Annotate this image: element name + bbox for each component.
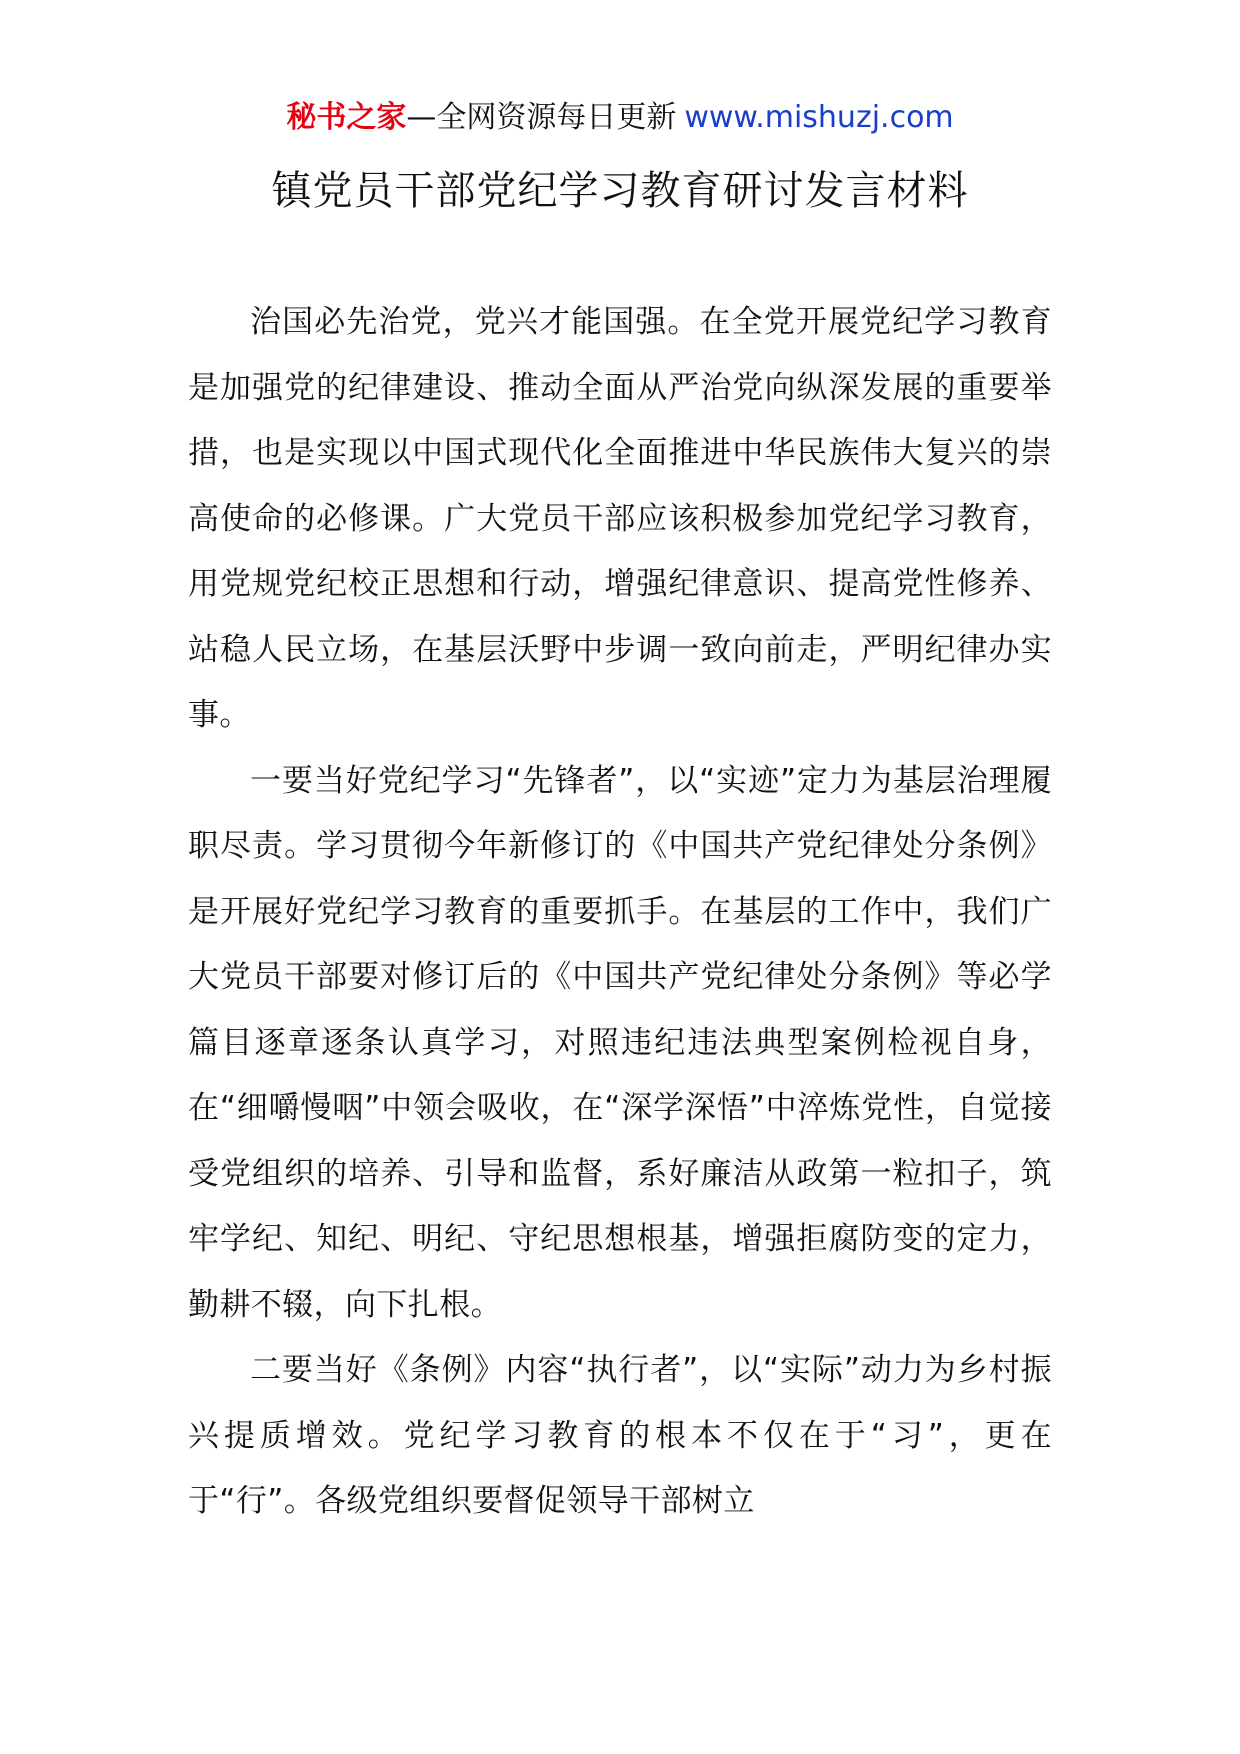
banner-dash: — <box>406 100 437 135</box>
banner-slogan: 全网资源每日更新 <box>436 100 677 135</box>
website-link[interactable]: www.mishuzj.com <box>684 100 954 135</box>
header-banner <box>0 98 1240 138</box>
document-body <box>188 290 1052 1535</box>
paragraph-point-two: 二要当好《条例》内容“执行者”，以“实际”动力为乡村振兴提质增效。党纪学习教育的根本不仅在于“习”，更在于“行”。各级党组织要督促领导干部树立 <box>188 1352 1052 1519</box>
document-title: 镇党员干部党纪学习教育研讨发言材料 <box>271 168 969 214</box>
paragraph-intro: 治国必先治党，党兴才能国强。在全党开展党纪学习教育是加强党的纪律建设、推动全面从严治党向纵深发展的重要举措，也是实现以中国式现代化全面推进中华民族伟大复兴的崇高使命的必修课。广大党员干部应该积极参加党纪学习教育，用党规党纪校正思想和行动，增强纪律意识、提高党性修养、站稳人民立场，在基层沃野中步调一致向前走，严明纪律办实事。 <box>188 304 1052 733</box>
brand-name: 秘书之家 <box>286 100 407 135</box>
paragraph-point-one: 一要当好党纪学习“先锋者”，以“实迹”定力为基层治理履职尽责。学习贯彻今年新修订的《中国共产党纪律处分条例》是开展好党纪学习教育的重要抓手。在基层的工作中，我们广大党员干部要对修订后的《中国共产党纪律处分条例》等必学篇目逐章逐条认真学习，对照违纪违法典型案例检视自身，在“细嚼慢咽”中领会吸收，在“深学深悟”中淬炼党性，自觉接受党组织的培养、引导和监督，系好廉洁从政第一粒扣子，筑牢学纪、知纪、明纪、守纪思想根基，增强拒腐防变的定力，勤耕不辍，向下扎根。 <box>188 762 1052 1323</box>
